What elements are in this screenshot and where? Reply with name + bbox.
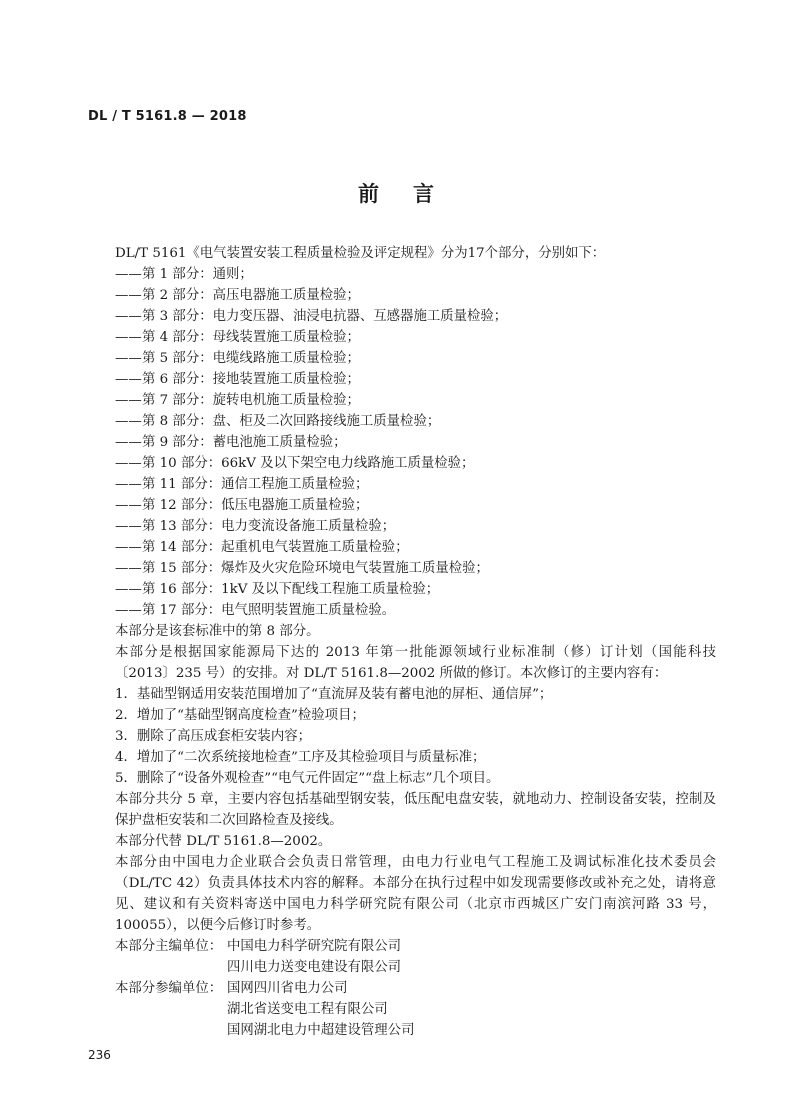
org-name: 四川电力送变电建设有限公司 xyxy=(227,960,402,975)
part-text: 第 9 部分：蓄电池施工质量检验； xyxy=(142,435,347,450)
participating-block xyxy=(88,978,716,1041)
dash-mark: —— xyxy=(115,603,142,618)
list-item xyxy=(88,285,716,306)
part-text: 第 12 部分：低压电器施工质量检验； xyxy=(142,498,369,513)
part-text: 第 17 部分：电气照明装置施工质量检验。 xyxy=(142,603,396,618)
dash-mark: —— xyxy=(115,288,142,303)
changes-list xyxy=(88,684,716,789)
dash-mark: —— xyxy=(115,540,142,555)
management-paragraph: 本部分由中国电力企业联合会负责日常管理，由电力行业电气工程施工及调试标准化技术委员会（DL/TC 42）负责具体技术内容的解释。本部分在执行过程中如发现需要修改或补充之处，请将意见、建议和有关资料寄送中国电力科学研究院有限公司（北京市西城区广安门南滨河路 33 号，100055），以便今后修订时参考。 xyxy=(115,855,716,933)
list-item xyxy=(88,264,716,285)
part-text: 第 8 部分：盘、柜及二次回路接线施工质量检验； xyxy=(142,414,441,429)
list-item xyxy=(88,558,716,579)
document-body xyxy=(88,243,716,1041)
list-item xyxy=(88,495,716,516)
org-name: 中国电力科学研究院有限公司 xyxy=(227,939,402,954)
list-item xyxy=(88,411,716,432)
chief-editors-label: 本部分主编单位： xyxy=(115,939,223,954)
chapters-paragraph: 本部分共分 5 章，主要内容包括基础型钢安装，低压配电盘安装，就地动力、控制设备安装，控制及保护盘柜安装和二次回路检查及接线。 xyxy=(115,792,716,828)
dash-mark: —— xyxy=(115,582,142,597)
part-text: 第 6 部分：接地装置施工质量检验； xyxy=(142,372,360,387)
org-name: 国网四川省电力公司 xyxy=(227,981,348,996)
dash-mark: —— xyxy=(115,456,142,471)
list-item xyxy=(88,369,716,390)
list-item: 2．增加了“基础型钢高度检查”检验项目； xyxy=(115,708,365,723)
list-item: 5．删除了“设备外观检查”“电气元件固定”“盘上标志”几个项目。 xyxy=(115,771,500,786)
list-item xyxy=(88,390,716,411)
list-item xyxy=(88,306,716,327)
part-text: 第 16 部分：1kV 及以下配线工程施工质量检验； xyxy=(142,582,440,597)
intro-paragraph: DL/T 5161《电气装置安装工程质量检验及评定规程》分为17个部分，分别如下： xyxy=(115,246,606,261)
part-text: 第 13 部分：电力变流设备施工质量检验； xyxy=(142,519,396,534)
part-text: 第 3 部分：电力变压器、油浸电抗器、互感器施工质量检验； xyxy=(142,309,508,324)
dash-mark: —— xyxy=(115,330,142,345)
list-item xyxy=(88,327,716,348)
replaces-paragraph: 本部分代替 DL/T 5161.8—2002。 xyxy=(115,834,332,849)
this-part-paragraph: 本部分是该套标准中的第 8 部分。 xyxy=(115,624,320,639)
dash-mark: —— xyxy=(115,267,142,282)
list-item: 1．基础型钢适用安装范围增加了“直流屏及装有蓄电池的屏柜、通信屏”； xyxy=(115,687,553,702)
list-item xyxy=(88,537,716,558)
org-name: 国网湖北电力中超建设管理公司 xyxy=(227,1023,415,1038)
basis-paragraph: 本部分是根据国家能源局下达的 2013 年第一批能源领域行业标准制（修）订计划（国能科技〔2013〕235 号）的安排。对 DL/T 5161.8—2002 所做的修订。本次修订的主要内容有： xyxy=(115,645,716,681)
list-item xyxy=(88,474,716,495)
list-item xyxy=(88,348,716,369)
dash-mark: —— xyxy=(115,372,142,387)
dash-mark: —— xyxy=(115,414,142,429)
part-text: 第 7 部分：旋转电机施工质量检验； xyxy=(142,393,360,408)
part-text: 第 15 部分：爆炸及火灾危险环境电气装置施工质量检验； xyxy=(142,561,489,576)
participating-label: 本部分参编单位： xyxy=(115,981,223,996)
chief-editor-row xyxy=(88,936,716,957)
dash-mark: —— xyxy=(115,498,142,513)
standard-code-header: DL / T 5161.8 — 2018 xyxy=(88,109,247,124)
part-text: 第 4 部分：母线装置施工质量检验； xyxy=(142,330,360,345)
part-text: 第 5 部分：电缆线路施工质量检验； xyxy=(142,351,360,366)
dash-mark: —— xyxy=(115,561,142,576)
list-item xyxy=(88,600,716,621)
participating-row xyxy=(88,978,716,999)
org-name: 湖北省送变电工程有限公司 xyxy=(227,1002,388,1017)
list-item: 4．增加了“二次系统接地检查”工序及其检验项目与质量标准； xyxy=(115,750,486,765)
page-number: 236 xyxy=(88,1048,111,1062)
dash-mark: —— xyxy=(115,393,142,408)
dash-mark: —— xyxy=(115,519,142,534)
list-item xyxy=(88,516,716,537)
part-text: 第 1 部分：通则； xyxy=(142,267,253,282)
dash-mark: —— xyxy=(115,351,142,366)
chief-editors-block xyxy=(88,936,716,978)
dash-mark: —— xyxy=(115,309,142,324)
list-item: 3．删除了高压成套柜安装内容； xyxy=(115,729,311,744)
parts-list xyxy=(88,264,716,621)
part-text: 第 11 部分：通信工程施工质量检验； xyxy=(142,477,369,492)
part-text: 第 2 部分：高压电器施工质量检验； xyxy=(142,288,360,303)
list-item xyxy=(88,432,716,453)
part-text: 第 14 部分：起重机电气装置施工质量检验； xyxy=(142,540,409,555)
list-item xyxy=(88,453,716,474)
list-item xyxy=(88,579,716,600)
dash-mark: —— xyxy=(115,477,142,492)
dash-mark: —— xyxy=(115,435,142,450)
page-title: 前言 xyxy=(358,181,468,206)
part-text: 第 10 部分：66kV 及以下架空电力线路施工质量检验； xyxy=(142,456,475,471)
